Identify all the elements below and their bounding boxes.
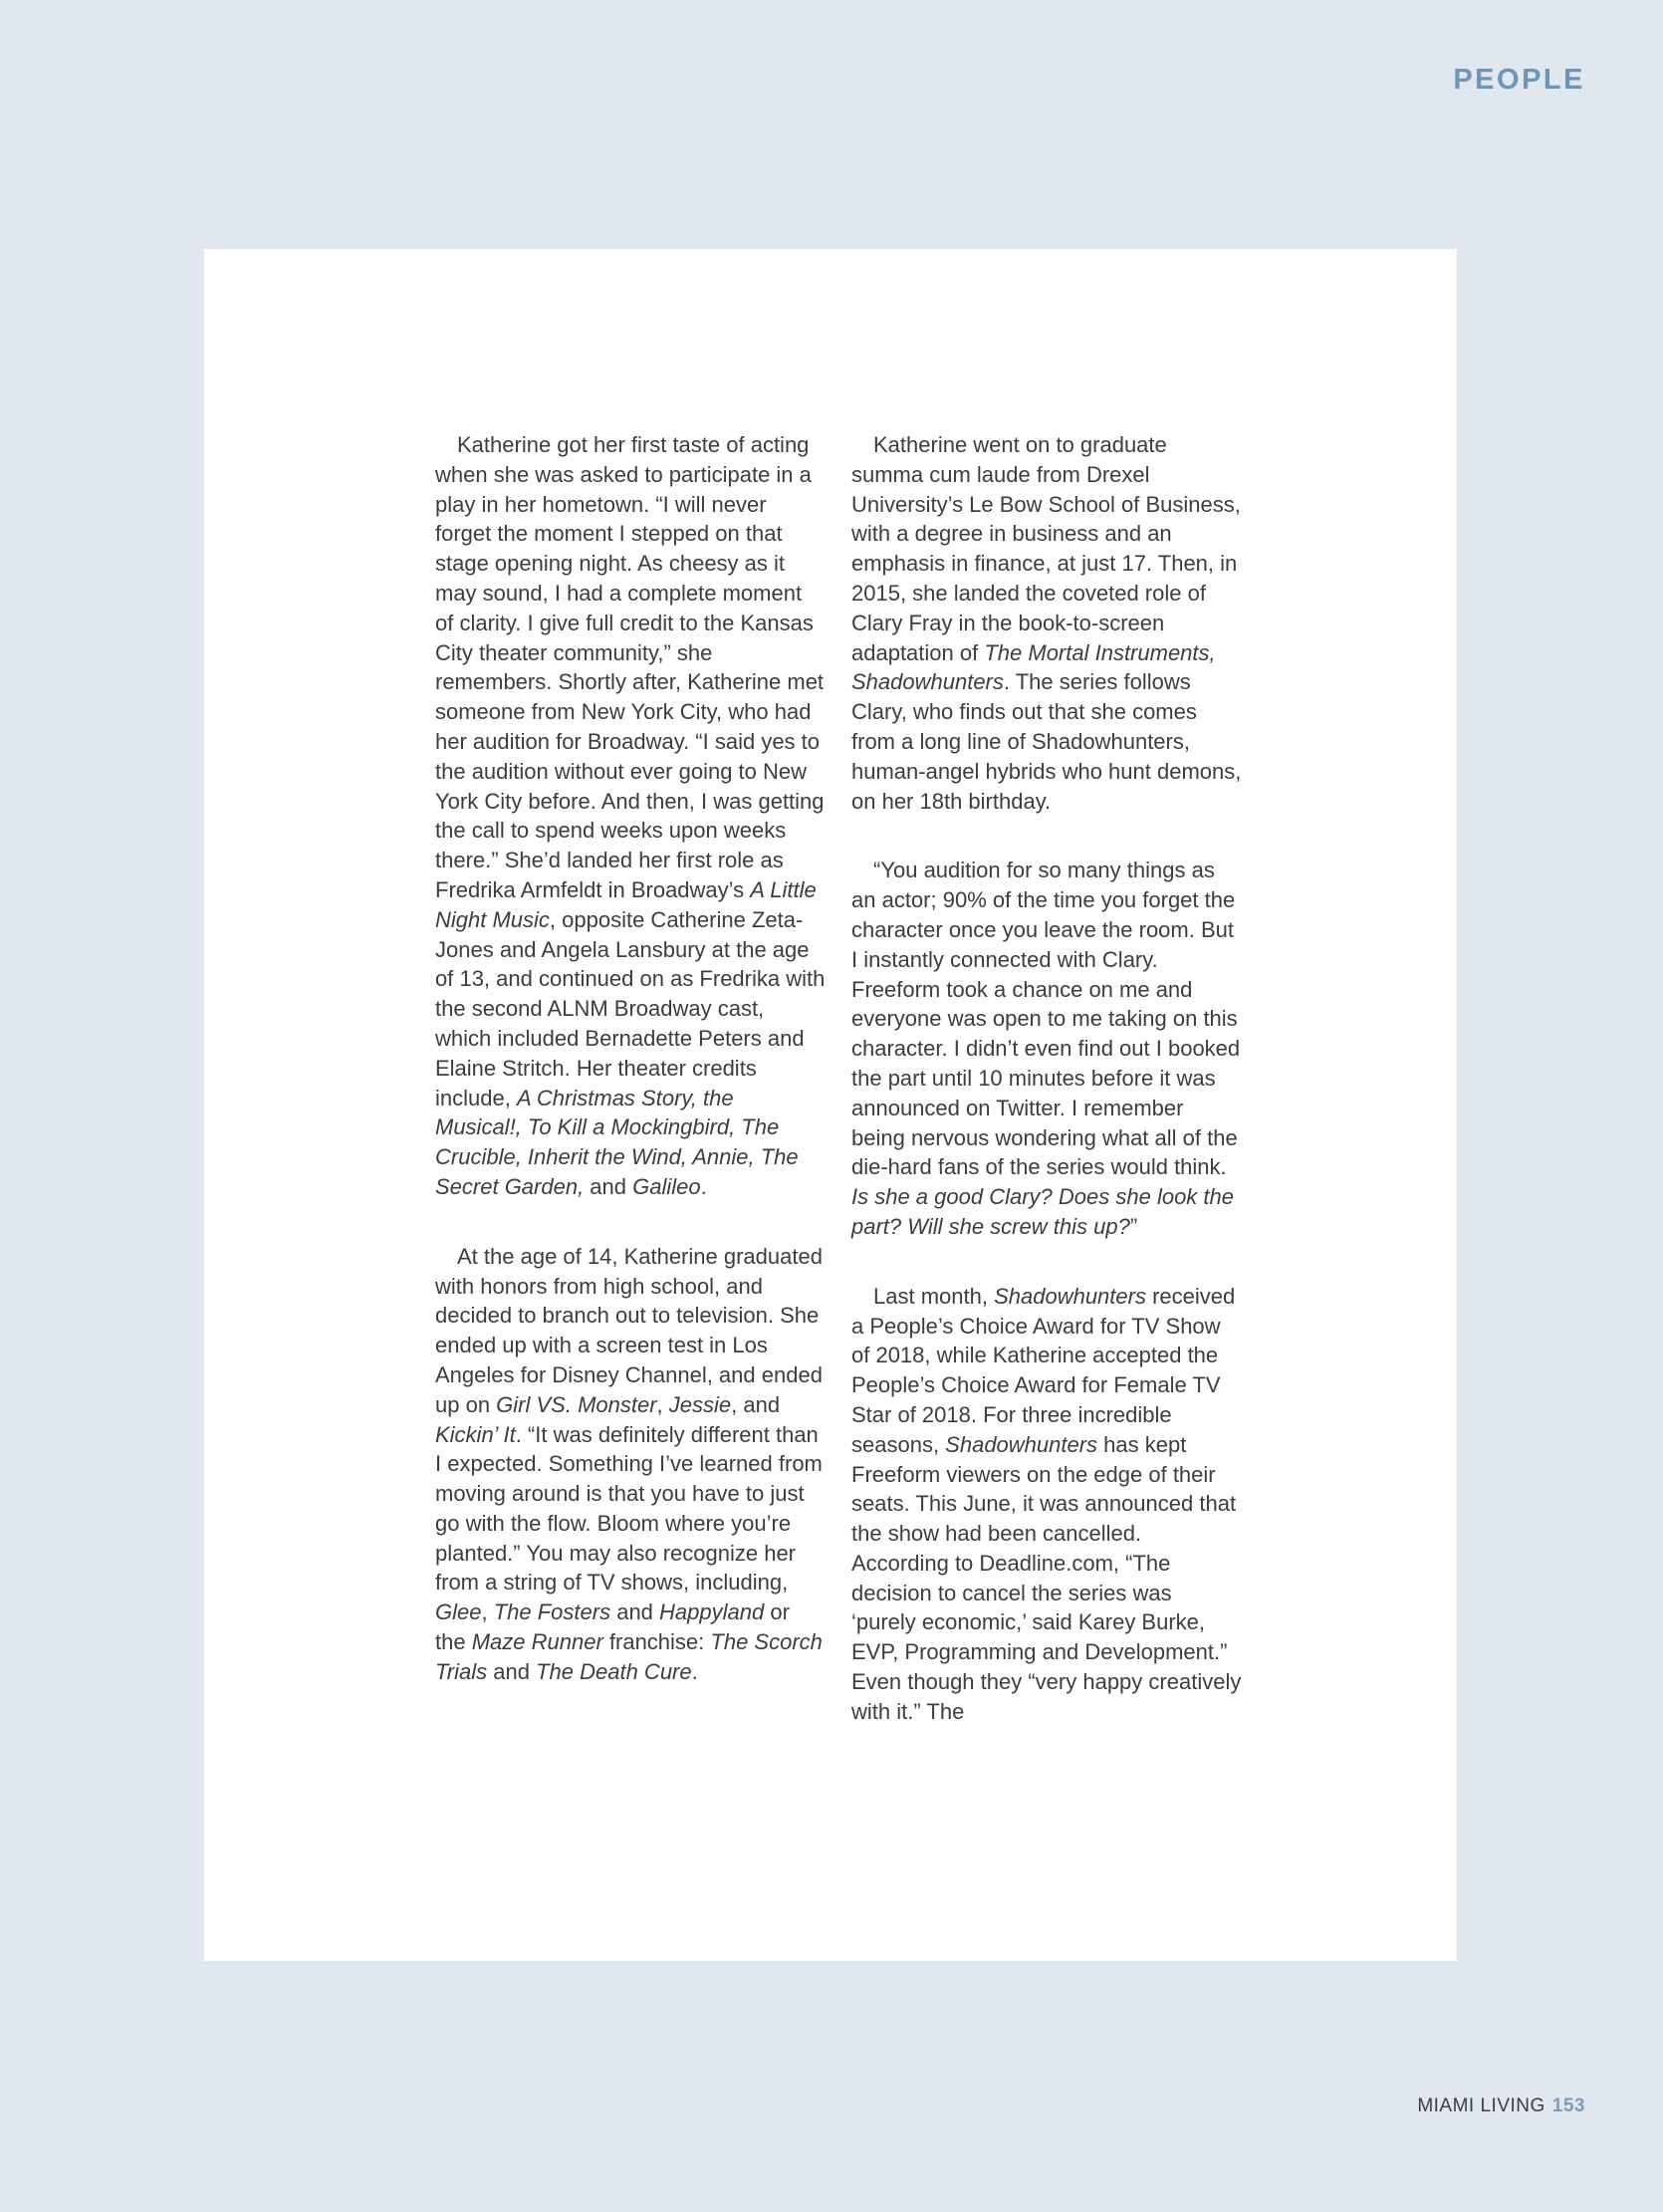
body-text: . [700, 1173, 707, 1199]
italic-title-text: Maze Runner [471, 1629, 603, 1655]
body-text: . The series follows Clary, who finds out that she comes from a long line of Shadowhunters, human-angel hybrids who hunt demons, on her 18th birthday. [851, 669, 1242, 814]
body-text: Last month, [873, 1283, 995, 1309]
italic-title-text: Kickin’ It [435, 1421, 516, 1447]
section-label: PEOPLE [1453, 64, 1585, 96]
article-paragraph [435, 1242, 826, 1687]
page-number: 153 [1551, 2095, 1585, 2116]
magazine-name: MIAMI LIVING [1417, 2095, 1545, 2116]
italic-title-text: Glee [435, 1599, 482, 1625]
body-text: and [610, 1599, 660, 1625]
italic-title-text: The Scorch Trials [435, 1629, 823, 1684]
article-body [435, 430, 1242, 1767]
body-text: , and [731, 1391, 781, 1417]
body-text: “You audition for so many things as an actor; 90% of the time you forget the character once you leave the room. But I instantly connected with Clary. Freeform took a chance on me and everyone was open to me taking on this character. I didn’t even find out I booked the part until 10 minutes before it was announced on Twitter. I remember being nervous wondering what all of the die-hard fans of the series would think. [851, 858, 1241, 1180]
italic-title-text: The Death Cure [536, 1658, 692, 1684]
article-column-right [851, 430, 1242, 1767]
article-paragraph [435, 430, 826, 1202]
article-column-left [435, 430, 826, 1767]
italic-title-text: Girl VS. Monster [496, 1391, 657, 1417]
italic-title-text: Is she a good Clary? Does she look the part? Will she screw this up? [851, 1184, 1235, 1239]
body-text: Katherine got her first taste of acting when she was asked to participate in a play in her hometown. “I will never forget the moment I stepped on that stage opening night. As cheesy as it may sound, I had a complete moment of clarity. I give full credit to the Kansas City theater community,” she remembers. Shortly after, Katherine met someone from New York City, who had her audition for Broadway. “I said yes to the audition without ever going to New York City before. And then, I was getting the call to spend weeks upon weeks there.” She’d landed her first role as Fredrika Armfeldt in Broadway’s [435, 432, 825, 902]
article-paragraph [851, 856, 1242, 1241]
italic-title-text: Shadowhunters [994, 1283, 1146, 1309]
body-text: and [584, 1173, 633, 1199]
italic-title-text: A Christmas Story, the Musical!, To Kill a Mockingbird, The Crucible, Inherit the Wind, Annie, The Secret Garden, [435, 1085, 799, 1199]
article-card [204, 249, 1457, 1961]
body-text: , [656, 1391, 669, 1417]
italic-title-text: Galileo [632, 1173, 701, 1199]
body-text: . “It was definitely different than I expected. Something I’ve learned from moving around is that you have to just go with the flow. Bloom where you’re planted.” You may also recognize her from a string of TV shows, including, [435, 1421, 823, 1596]
body-text: , [481, 1599, 494, 1625]
body-text: Katherine went on to graduate summa cum laude from Drexel University’s Le Bow School of Business, with a degree in business and an emphasis in finance, at just 17. Then, in 2015, she landed the coveted role of Clary Fray in the book-to-screen adaptation of [851, 432, 1241, 665]
body-text: or the [435, 1599, 790, 1655]
italic-title-text: Jessie [668, 1391, 732, 1417]
article-paragraph [851, 1282, 1242, 1727]
body-text: and [487, 1658, 537, 1684]
body-text: . [691, 1658, 698, 1684]
italic-title-text: The Fosters [493, 1599, 611, 1625]
italic-title-text: Shadowhunters [945, 1431, 1098, 1457]
article-paragraph [851, 430, 1242, 816]
body-text: franchise: [602, 1629, 711, 1655]
body-text: , opposite Catherine Zeta-Jones and Angela Lansbury at the age of 13, and continued on as Fredrika with the second ALNM Broadway cast, which included Bernadette Peters and Elaine Stritch. Her theater credits include, [435, 906, 826, 1110]
italic-title-text: A Little Night Music [435, 876, 817, 932]
body-text: received a People’s Choice Award for TV Show of 2018, while Katherine accepted the People’s Choice Award for Female TV Star of 2018. For three incredible seasons, [851, 1283, 1236, 1457]
page-footer [1417, 2095, 1585, 2117]
italic-title-text: The Mortal Instruments, Shadowhunters [851, 639, 1216, 695]
body-text: ” [1129, 1213, 1138, 1239]
body-text: At the age of 14, Katherine graduated with honors from high school, and decided to branch out to television. She ended up with a screen test in Los Angeles for Disney Channel, and ended up on [435, 1243, 823, 1417]
italic-title-text: Happyland [659, 1599, 765, 1625]
body-text: has kept Freeform viewers on the edge of their seats. This June, it was announced that the show had been cancelled. According to Deadline.com, “The decision to cancel the series was ‘purely economic,’ said Karey Burke, EVP, Programming and Development.” Even though they “very happy creatively with it.” The [851, 1431, 1242, 1724]
